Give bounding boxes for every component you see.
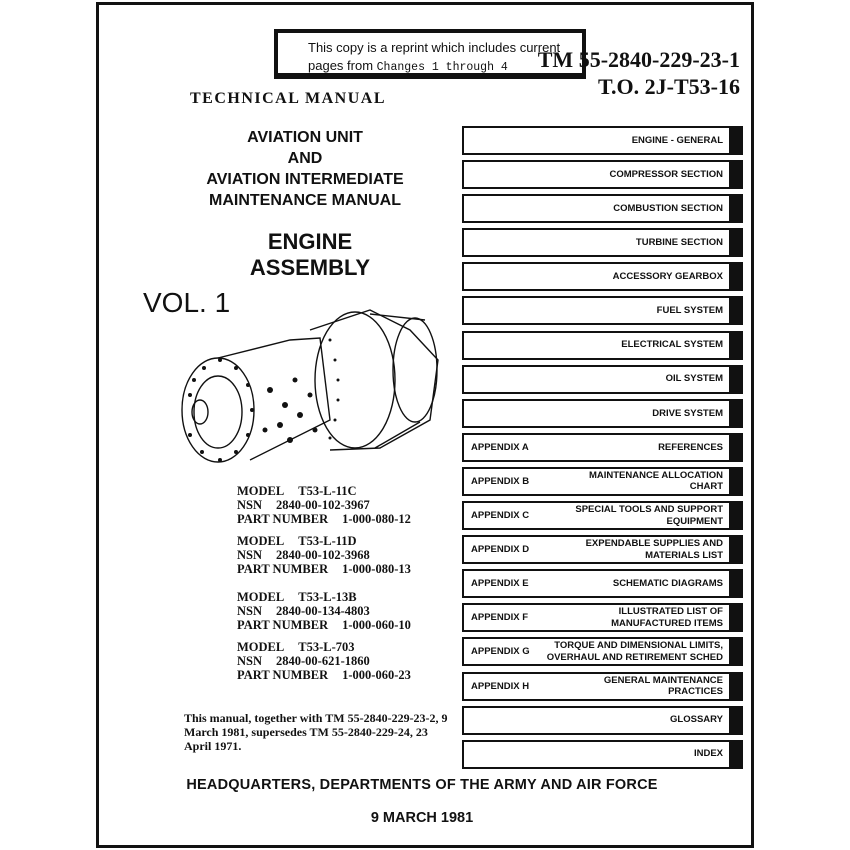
tab-label: TORQUE AND DIMENSIONAL LIMITS, OVERHAUL AND RETIREMENT SCHED [546,640,723,663]
part-number-label: PART NUMBER [237,512,329,526]
appendix-label: APPENDIX F [471,612,529,624]
headquarters-line: HEADQUARTERS, DEPARTMENTS OF THE ARMY AND AIR FORCE [186,777,658,793]
model-label: MODEL [237,640,285,654]
tab-label: FUEL SYSTEM [656,305,723,317]
tab-label: COMBUSTION SECTION [613,202,723,214]
tab-oil-system[interactable] [462,365,743,394]
notice-prefix: pages from [308,58,377,73]
tab-appendix-h[interactable] [462,672,743,701]
publication-date: 9 MARCH 1981 [370,810,474,826]
appendix-label: APPENDIX D [471,544,530,556]
part-number-value: 1-000-060-23 [342,668,411,682]
model-list [237,484,411,690]
part-number-value: 1-000-080-12 [342,512,411,526]
tab-engine-general[interactable] [462,126,743,155]
technical-manual-heading: TECHNICAL MANUAL [190,90,387,107]
turboshaft-engine-illustration-icon [170,300,440,475]
tab-label: ACCESSORY GEARBOX [612,271,723,283]
tab-appendix-c[interactable] [462,501,743,530]
tab-label: GLOSSARY [670,714,723,726]
model-value: T53-L-703 [298,640,355,654]
tab-appendix-g[interactable] [462,637,743,666]
model-value: T53-L-11D [298,534,357,548]
tab-label: SCHEMATIC DIAGRAMS [612,577,723,589]
appendix-label: APPENDIX H [471,680,530,692]
appendix-label: APPENDIX A [471,441,529,453]
tm-number: TM 55-2840-229-23-1 [537,47,740,72]
part-number-value: 1-000-080-13 [342,562,411,576]
tab-index[interactable] [462,740,743,769]
tab-label: ENGINE - GENERAL [631,134,723,146]
subtitle-line: AVIATION UNIT [247,129,363,146]
tab-compressor-section[interactable] [462,160,743,189]
tab-label: MAINTENANCE ALLOCATION CHART [588,469,723,493]
appendix-label: APPENDIX C [471,510,530,522]
notice-changes: Changes 1 through 4 [376,61,508,74]
appendix-label: APPENDIX E [471,578,529,590]
tab-drive-system[interactable] [462,399,743,428]
nsn-value: 2840-00-134-4803 [276,604,370,618]
supersede-notice: This manual, together with TM 55-2840-229-23-2, 9 March 1981, supersedes TM 55-2840-229-24, 23 April 1971. [184,711,448,753]
notice-line-2 [308,57,570,77]
tab-appendix-a[interactable] [462,433,743,462]
part-number-label: PART NUMBER [237,668,329,682]
appendix-label: APPENDIX B [471,475,530,487]
tab-appendix-f[interactable] [462,603,743,632]
tab-label: ELECTRICAL SYSTEM [621,339,723,351]
model-value: T53-L-13B [298,590,357,604]
document-numbers [538,46,740,100]
nsn-value: 2840-00-621-1860 [276,654,370,668]
manual-subtitle [180,127,430,211]
to-number: T.O. 2J-T53-16 [598,74,740,99]
manual-title [220,229,400,281]
tab-fuel-system[interactable] [462,296,743,325]
tab-label: TURBINE SECTION [635,237,723,249]
model-label: MODEL [237,590,285,604]
tab-turbine-section[interactable] [462,228,743,257]
section-thumb-tabs [462,126,743,774]
tab-label: ILLUSTRATED LIST OF MANUFACTURED ITEMS [611,606,723,629]
title-line: ASSEMBLY [249,255,371,280]
subtitle-line: AND [287,150,323,167]
appendix-label: APPENDIX G [471,646,530,658]
tab-label: OIL SYSTEM [665,373,723,385]
nsn-value: 2840-00-102-3968 [276,548,370,562]
model-value: T53-L-11C [298,484,357,498]
nsn-label: NSN [237,604,263,618]
model-label: MODEL [237,534,285,548]
nsn-label: NSN [237,548,263,562]
tab-label: COMPRESSOR SECTION [609,168,723,180]
tab-appendix-b[interactable] [462,467,743,496]
title-line: ENGINE [267,229,353,254]
part-number-value: 1-000-060-10 [342,618,411,632]
tab-glossary[interactable] [462,706,743,735]
tab-label: DRIVE SYSTEM [652,407,723,419]
model-entry [237,484,411,526]
tab-label: SPECIAL TOOLS AND SUPPORT EQUIPMENT [575,504,723,527]
tab-appendix-e[interactable] [462,569,743,598]
part-number-label: PART NUMBER [237,562,329,576]
nsn-label: NSN [237,654,263,668]
tab-accessory-gearbox[interactable] [462,262,743,291]
tab-appendix-d[interactable] [462,535,743,564]
tab-label: INDEX [693,748,723,760]
volume-label: VOL. 1 [143,287,231,318]
notice-line-1: This copy is a reprint which includes current [308,40,561,55]
nsn-label: NSN [237,498,263,512]
tab-electrical-system[interactable] [462,331,743,360]
nsn-value: 2840-00-102-3967 [276,498,370,512]
tab-label: REFERENCES [658,441,723,453]
subtitle-line: AVIATION INTERMEDIATE [206,171,404,188]
tab-combustion-section[interactable] [462,194,743,223]
model-entry [237,640,411,682]
subtitle-line: MAINTENANCE MANUAL [209,192,401,209]
model-entry [237,590,411,632]
model-label: MODEL [237,484,285,498]
part-number-label: PART NUMBER [237,618,329,632]
tab-label: GENERAL MAINTENANCE PRACTICES [603,674,723,697]
tab-label: EXPENDABLE SUPPLIES AND MATERIALS LIST [585,538,723,561]
model-entry [237,534,411,576]
